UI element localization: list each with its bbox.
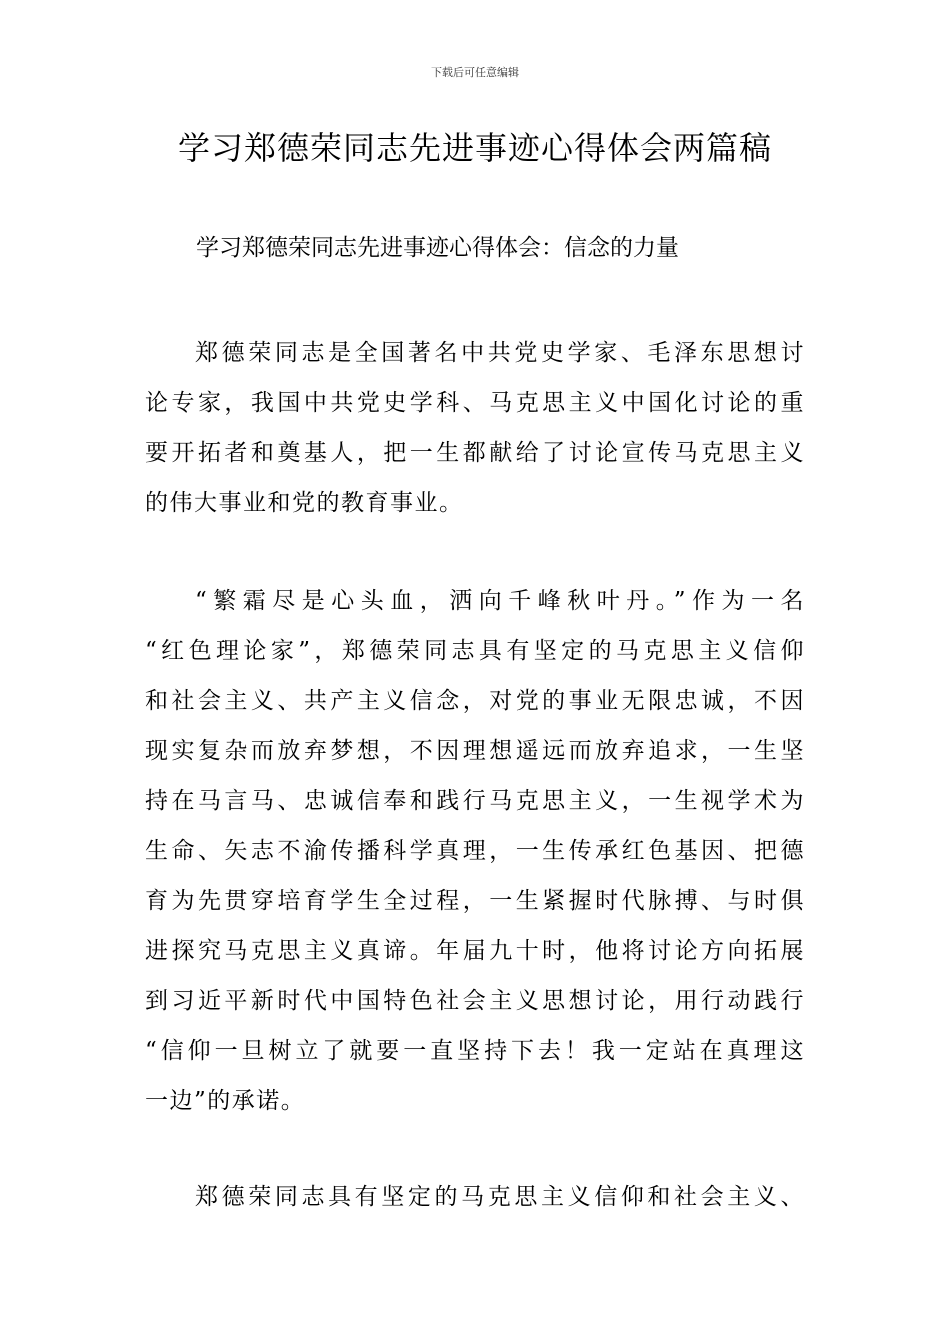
paragraph-line: 郑德荣同志具有坚定的马克思主义信仰和社会主义、 — [195, 1184, 805, 1210]
paragraph-line: 育为先贯穿培育学生全过程，一生紧握时代脉搏、与时俱 — [145, 888, 805, 914]
paragraph-line: 持在马言马、忠诚信奉和践行马克思主义，一生视学术为 — [145, 788, 805, 814]
paragraph-line: “信仰一旦树立了就要一直坚持下去！我一定站在真理这 — [145, 1038, 805, 1064]
paragraph-line: 要开拓者和奠基人，把一生都献给了讨论宣传马克思主义 — [145, 440, 805, 466]
paragraph-line: 进探究马克思主义真谛。年届九十时，他将讨论方向拓展 — [145, 938, 805, 964]
paragraph-line: 的伟大事业和党的教育事业。 — [145, 490, 464, 516]
section-subtitle: 学习郑德荣同志先进事迹心得体会：信念的力量 — [196, 235, 679, 261]
paragraph-line: 郑德荣同志是全国著名中共党史学家、毛泽东思想讨 — [195, 340, 805, 366]
paragraph-3 — [145, 1172, 805, 1222]
paragraph-line: 生命、矢志不渝传播科学真理，一生传承红色基因、把德 — [145, 838, 805, 864]
paragraph-line: “繁霜尽是心头血，洒向千峰秋叶丹。”作为一名 — [195, 588, 805, 614]
paragraph-line: “红色理论家”，郑德荣同志具有坚定的马克思主义信仰 — [145, 638, 805, 664]
paragraph-line: 现实复杂而放弃梦想，不因理想遥远而放弃追求，一生坚 — [145, 738, 805, 764]
header-note: 下载后可任意编辑 — [431, 66, 519, 79]
paragraph-line: 和社会主义、共产主义信念，对党的事业无限忠诚，不因 — [145, 688, 805, 714]
document-title: 学习郑德荣同志先进事迹心得体会两篇稿 — [177, 129, 772, 167]
paragraph-line: 论专家，我国中共党史学科、马克思主义中国化讨论的重 — [145, 390, 805, 416]
paragraph-1 — [145, 328, 805, 528]
paragraph-line: 一边”的承诺。 — [145, 1088, 306, 1114]
paragraph-line: 到习近平新时代中国特色社会主义思想讨论，用行动践行 — [145, 988, 805, 1014]
paragraph-2 — [145, 576, 805, 1126]
